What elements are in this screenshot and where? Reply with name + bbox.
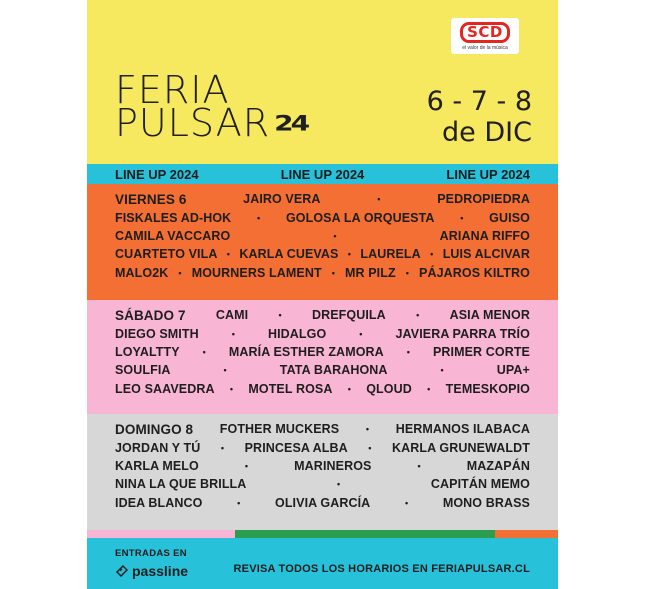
- scd-logo-mark: SCD: [460, 22, 510, 43]
- festival-title: [115, 68, 308, 145]
- passline-link[interactable]: [115, 563, 188, 579]
- day-friday: [87, 184, 558, 300]
- lineup-row: [115, 457, 530, 475]
- artist-name: DREFQUILA: [311, 308, 386, 323]
- artist-name: KARLA CUEVAS: [239, 247, 339, 262]
- title-line-2: PULSAR: [115, 101, 271, 145]
- separator-dot: •: [417, 460, 421, 471]
- artist-name: DIEGO SMITH: [115, 326, 199, 341]
- artist-name: LAURELA: [360, 247, 421, 262]
- artist-name: CAMI: [215, 308, 249, 323]
- artist-name: CUARTETO VILA: [115, 247, 218, 262]
- color-strip-orange: [495, 530, 558, 538]
- artist-name: PRINCESA ALBA: [244, 440, 348, 455]
- color-strip-pink: [87, 530, 235, 538]
- passline-brand: passline: [132, 563, 189, 579]
- lineup-row: [115, 208, 530, 226]
- ticket-icon: [115, 564, 129, 578]
- lineup-row: [115, 227, 530, 245]
- artist-name: JAIRO VERA: [243, 192, 321, 207]
- artist-name: TEMESKOPIO: [445, 381, 530, 396]
- lineup-row: [115, 475, 530, 493]
- artist-name: MALO2K: [115, 265, 169, 280]
- artist-name: HIDALGO: [267, 326, 327, 341]
- separator-dot: •: [229, 383, 234, 394]
- lineup-row: [115, 190, 530, 208]
- artist-name: FISKALES AD-HOK: [115, 210, 232, 225]
- artist-name: KARLA GRUNEWALDT: [392, 440, 530, 455]
- separator-dot: •: [359, 328, 363, 339]
- title-line-1: FERIA: [115, 68, 230, 112]
- separator-dot: •: [365, 424, 370, 435]
- day-saturday: [87, 300, 558, 414]
- separator-dot: •: [405, 267, 410, 278]
- separator-dot: •: [226, 249, 231, 260]
- day-label: VIERNES 6: [115, 191, 187, 207]
- artist-name: MR PILZ: [345, 265, 396, 280]
- artist-name: LOYALTTY: [115, 344, 180, 359]
- footer-panel: [87, 538, 558, 589]
- lineup-label: LINE UP 2024: [280, 166, 365, 182]
- artist-name: QLOUD: [366, 381, 412, 396]
- lineup-row: [115, 324, 530, 342]
- lineup-row: [115, 420, 530, 438]
- artist-name: UPA+: [496, 363, 530, 378]
- separator-dot: •: [337, 479, 341, 490]
- artist-name: PÁJAROS KILTRO: [419, 265, 530, 280]
- scd-logo-tagline: el valor de la música: [462, 44, 508, 51]
- artist-name: MOURNERS LAMENT: [191, 265, 322, 280]
- artist-name: MARÍA ESTHER ZAMORA: [228, 344, 384, 359]
- separator-dot: •: [347, 249, 352, 260]
- artist-name: LUIS ALCIVAR: [442, 247, 530, 262]
- artist-name: KARLA MELO: [115, 458, 199, 473]
- festival-poster: [87, 0, 558, 589]
- separator-dot: •: [244, 460, 249, 471]
- separator-dot: •: [257, 212, 261, 223]
- separator-dot: •: [404, 497, 409, 508]
- artist-name: MONO BRASS: [442, 495, 530, 510]
- lineup-row: [115, 245, 530, 263]
- lineup-row: [115, 343, 530, 361]
- artist-name: GOLOSA LA ORQUESTA: [285, 210, 435, 225]
- artist-name: GUISO: [489, 210, 530, 225]
- lineup-label: LINE UP 2024: [115, 166, 199, 182]
- lineup-label: LINE UP 2024: [446, 166, 530, 182]
- artist-name: HERMANOS ILABACA: [395, 422, 530, 437]
- lineup-row: [115, 361, 530, 379]
- separator-dot: •: [333, 230, 337, 241]
- lineup-row: [115, 264, 530, 282]
- separator-dot: •: [278, 310, 282, 321]
- artist-name: OLIVIA GARCÍA: [275, 495, 371, 510]
- separator-dot: •: [223, 365, 227, 376]
- dates-days: 6 - 7 - 8: [426, 86, 532, 117]
- schedule-link[interactable]: REVISA TODOS LOS HORARIOS EN FERIAPULSAR.CL: [233, 563, 530, 575]
- separator-dot: •: [231, 328, 235, 339]
- artist-name: LEO SAAVEDRA: [115, 381, 215, 396]
- artist-name: ARIANA RIFFO: [439, 228, 530, 243]
- scd-logo: [451, 18, 519, 54]
- lineup-banner: [87, 164, 558, 184]
- artist-name: MARINEROS: [294, 458, 372, 473]
- artist-name: NINA LA QUE BRILLA: [115, 477, 247, 492]
- separator-dot: •: [440, 365, 444, 376]
- separator-dot: •: [347, 383, 351, 394]
- separator-dot: •: [220, 442, 225, 453]
- artist-name: PRIMER CORTE: [432, 344, 530, 359]
- artist-name: MAZAPÁN: [466, 458, 530, 473]
- dates-month: de DIC: [442, 117, 532, 148]
- tickets-label: ENTRADAS EN: [115, 548, 187, 559]
- separator-dot: •: [377, 194, 381, 205]
- separator-dot: •: [416, 310, 420, 321]
- artist-name: JORDAN Y TÚ: [115, 440, 201, 455]
- separator-dot: •: [368, 442, 372, 453]
- day-label: DOMINGO 8: [115, 421, 194, 437]
- header-panel: [87, 0, 558, 164]
- artist-name: CAMILA VACCARO: [115, 228, 231, 243]
- artist-name: TATA BARAHONA: [279, 363, 388, 378]
- artist-name: PEDROPIEDRA: [437, 192, 530, 207]
- lineup-row: [115, 438, 530, 456]
- artist-name: ASIA MENOR: [449, 308, 530, 323]
- separator-dot: •: [427, 383, 431, 394]
- lineup-row: [115, 306, 530, 324]
- separator-dot: •: [406, 346, 410, 357]
- title-line-2-wrap: [115, 101, 308, 145]
- color-strip-green: [235, 530, 495, 538]
- separator-dot: •: [331, 267, 335, 278]
- day-sunday: [87, 414, 558, 530]
- separator-dot: •: [237, 497, 241, 508]
- artist-name: FOTHER MUCKERS: [219, 422, 340, 437]
- artist-name: JAVIERA PARRA TRÍO: [395, 326, 530, 341]
- separator-dot: •: [202, 346, 206, 357]
- artist-name: SOULFIA: [115, 363, 171, 378]
- separator-dot: •: [178, 267, 182, 278]
- separator-dot: •: [430, 249, 434, 260]
- title-year-number: 24: [274, 111, 308, 136]
- lineup-row: [115, 494, 530, 512]
- day-label: SÁBADO 7: [115, 307, 186, 323]
- lineup-row: [115, 380, 530, 398]
- festival-dates: [427, 86, 532, 148]
- artist-name: CAPITÁN MEMO: [430, 477, 530, 492]
- artist-name: MOTEL ROSA: [248, 381, 333, 396]
- artist-name: IDEA BLANCO: [115, 495, 203, 510]
- separator-dot: •: [460, 212, 464, 223]
